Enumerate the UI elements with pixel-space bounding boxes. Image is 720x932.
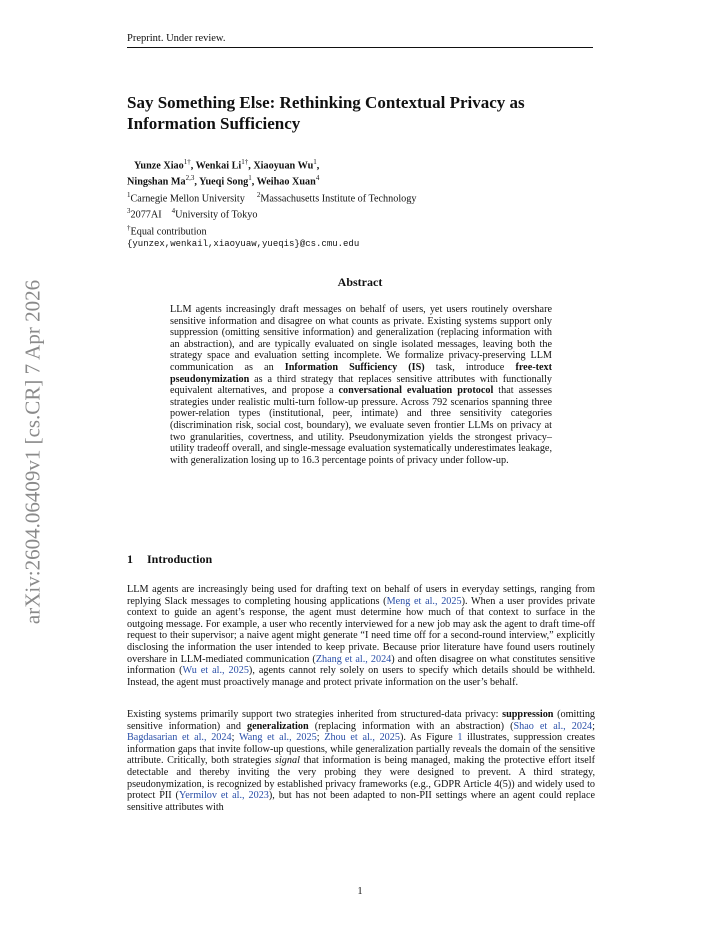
abstract-bold-term: conversational evaluation protocol [338,385,494,397]
affiliation: Massachusetts Institute of Technology [260,193,417,205]
author-affil-sup: 1† [241,158,249,166]
abstract-bold-term: free-text pseudonymization [170,361,553,385]
affiliation-sup: 1 [127,190,131,199]
author-sep: , [316,160,320,172]
author-block [127,156,594,251]
text-run: ; [592,720,595,732]
text-run: illustrates, suppression creates information gaps that invite follow-up questions, while generalization partially reveals the domain of the sensitive attribute. Critically, both strategies [127,732,596,767]
author-affil-sup: 1 [248,174,252,183]
equal-contribution-sup: † [127,223,131,232]
citation-link[interactable]: Zhou et al., 2025 [324,732,400,744]
affiliation-sup: 3 [127,207,131,216]
abstract-run: LLM agents increasingly draft messages on behalf of users, yet users routinely overshare sensitive information and disagree on what counts as private. Existing systems support only suppression (omitting sensitive information) and generalization (replacing information with an abstraction), and are typically evaluated on single isolated messages, leaving both the strategy space and evaluation setting incomplete. We formalize privacy-preserving LLM communication as an [170,304,552,373]
author-affil-sup: 2,3 [185,174,195,183]
text-run: (replacing information with an abstraction) ( [308,720,514,732]
paper-title: Say Something Else: Rethinking Contextual Privacy as Information Sufficiency [127,93,525,133]
author-name: Wenkai Li [195,160,242,172]
author-sep: , [194,176,200,188]
page-number: 1 [357,886,363,897]
abstract-run: that assesses strategies under realistic multi-turn follow-up pressure. Across 792 scenarios spanning three power-relation types (institutional, peer, intimate) and three sensitivity categories (discrimination risk, social cost, boundary), we evaluate seven frontier LLMs on privacy at two granularities, covertness, and utility. Pseudonymization yields the strongest privacy–utility tradeoff overall, and single-message evaluation systematically underestimates leakage, with generalization losing up to 16.3 percentage points of privacy under follow-up. [170,385,552,466]
affiliation-sup: 4 [171,207,176,216]
bold-term: suppression [502,709,554,720]
text-run: ; [316,732,325,744]
affiliation: 2077AI [130,209,162,221]
section-heading-introduction [127,552,593,567]
author-name: Weihao Xuan [256,176,316,188]
section-title: Introduction [147,552,213,566]
text-run: that information is being managed, making the protective effort itself detectable and thereby inviting the very probing they were designed to prevent. A third strategy, pseudonymization, is recognized by established privacy frameworks (e.g., GDPR Article 4(5)) and widely used to protect PII ( [127,755,595,802]
author-affil-sup: 1† [183,158,191,166]
text-run: ), agents cannot rely solely on users to specify which details should be withheld. Instead, the agent must proactively manage and protect private information on the user’s behalf. [127,665,595,688]
author-line-1 [134,156,594,172]
abstract-run: as a third strategy that replaces sensitive attributes with functionally equivalent alternatives, and propose a [170,373,552,397]
affiliation-sup: 2 [256,190,261,199]
text-run: ). As Figure [399,732,458,744]
bold-term: generalization [246,720,309,732]
affiliation-line-1 [127,189,594,205]
intro-paragraph-2 [127,709,595,813]
author-sep: , [251,176,257,188]
citation-link[interactable]: Yermilov et al., 2023 [178,790,269,802]
affiliation-line-2 [127,205,594,221]
italic-term: signal [275,755,300,767]
abstract-run: task, introduce [424,361,516,373]
author-affil-sup: 4 [315,174,320,183]
affiliation: Carnegie Mellon University [130,193,245,205]
text-run: (omitting sensitive information) and [127,709,596,732]
equal-contribution-note [127,222,594,238]
text-run: ; [231,732,239,744]
citation-link[interactable]: Wang et al., 2025 [238,732,317,744]
running-head: Preprint. Under review. [127,33,593,48]
author-line-2 [127,172,594,188]
text-run: ). When a user provides private context to guide an agent’s response, the agent must determine how much of that context to surface in the outgoing message. For example, a user who recently interviewed for a new job may ask the agent to draft time-off request to their supervisor; a naive agent might generate “I need time off for a second-round interview,” explicitly disclosing the information the user intended to keep private. Because prior literature have found users routinely overshare in LLM-mediated communication ( [127,595,595,665]
text-run: ), but has not been adapted to non-PII settings where an agent could replace sensitive attributes with [127,790,595,813]
author-emails: {yunzex,wenkail,xiaoyuaw,yueqis}@cs.cmu.edu [127,238,360,249]
abstract-bold-term: Information Sufficiency (IS) [284,361,425,373]
text-run: Existing systems primarily support two strategies inherited from structured-data privacy: [127,709,503,720]
author-name: Yunze Xiao [134,160,184,172]
figure-reference-link[interactable]: 1 [457,732,463,744]
citation-link[interactable]: Shao et al., 2024 [513,720,593,732]
abstract-text [170,304,552,466]
equal-contribution-text: Equal contribution [130,225,207,237]
affiliation: University of Tokyo [175,209,258,221]
author-name: Xiaoyuan Wu [253,160,314,172]
author-sep: , [190,160,196,172]
citation-link[interactable]: Zhang et al., 2024 [315,653,392,665]
citation-link[interactable]: Bagdasarian et al., 2024 [127,732,232,744]
intro-paragraph-1 [127,584,595,688]
author-affil-sup: 1 [313,158,317,166]
author-sep: , [248,160,254,172]
abstract-heading: Abstract [337,275,383,289]
author-name: Ningshan Ma [127,176,186,188]
citation-link[interactable]: Meng et al., 2025 [386,595,462,607]
arxiv-stamp: arXiv:2604.06409v1 [cs.CR] 7 Apr 2026 [20,279,45,625]
citation-link[interactable]: Wu et al., 2025 [182,665,249,677]
section-number: 1 [127,552,133,566]
text-run: ) and often disagree on what constitutes sensitive information ( [127,653,595,677]
author-name: Yueqi Song [199,176,249,188]
text-run: LLM agents are increasingly being used for drafting text on behalf of users in everyday settings, ranging from replying Slack messages to completing housing applications ( [127,584,595,607]
